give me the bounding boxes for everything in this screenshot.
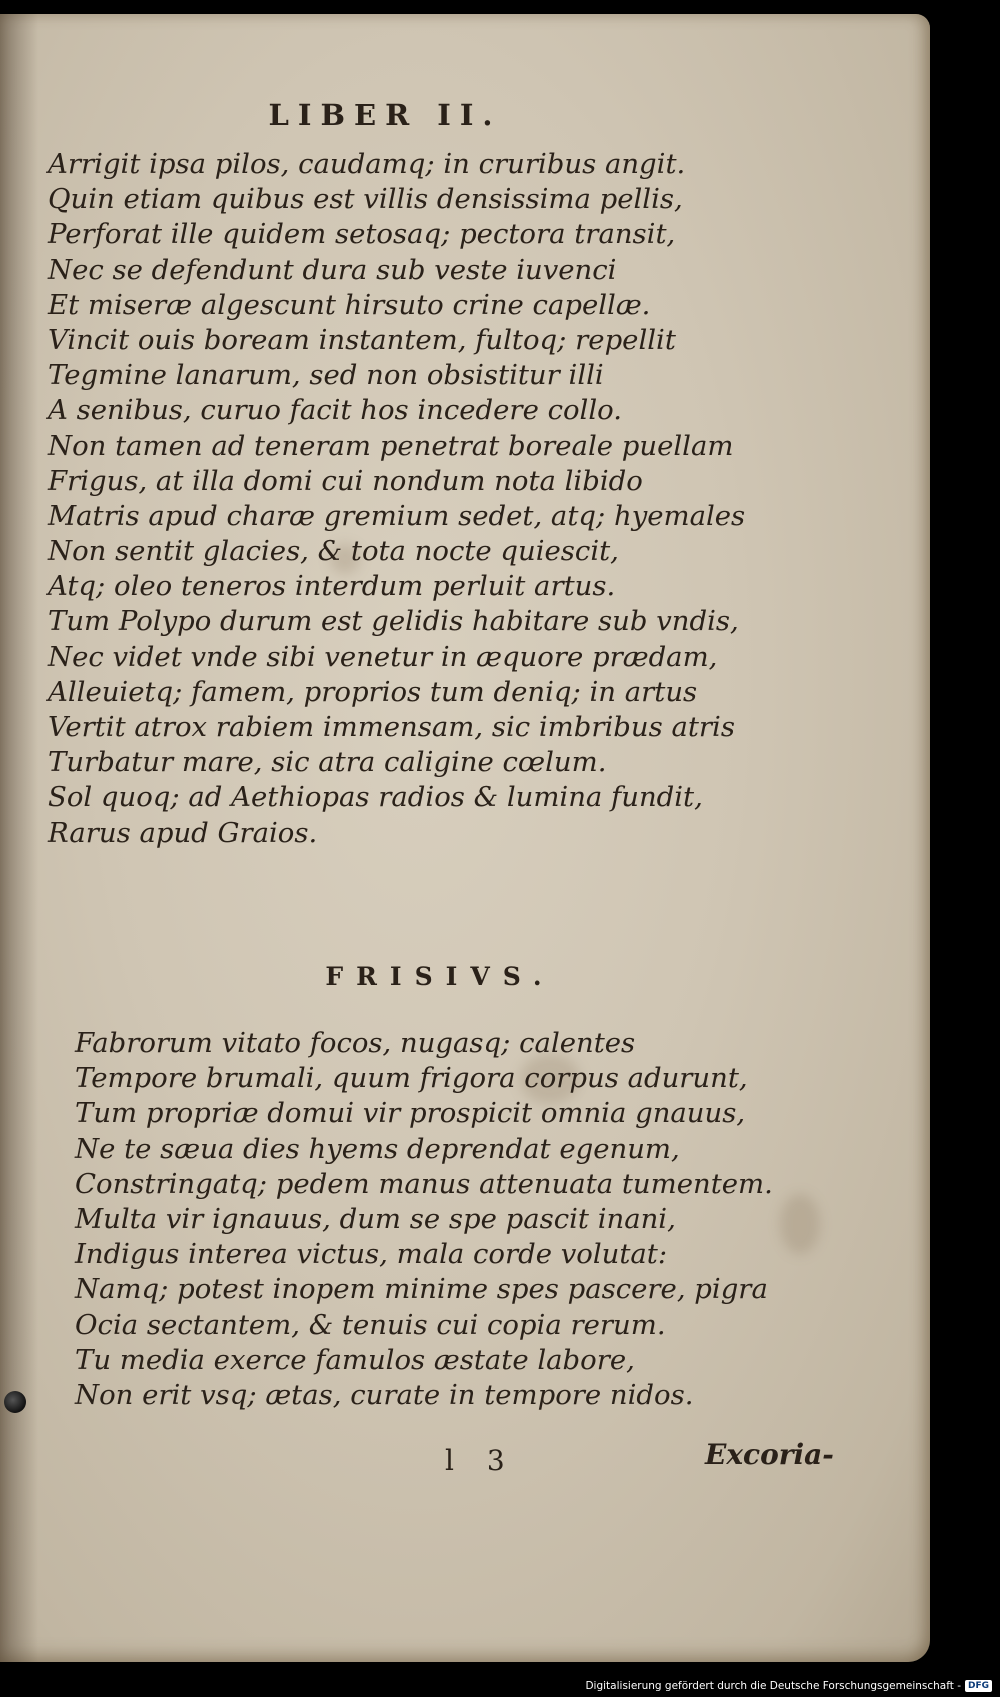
- verse-line: Quin etiam quibus est villis densissima pellis,: [48, 183, 683, 216]
- verse-block-frisius: [75, 1026, 835, 1413]
- verse-line: Indigus interea victus, mala corde volutat:: [75, 1238, 668, 1271]
- running-head: LIBER II.: [268, 98, 502, 132]
- verse-line: Tegmine lanarum, sed non obsistitur illi: [48, 359, 604, 392]
- verse-line: Sol quoq; ad Aethiopas radios & lumina fundit,: [48, 781, 703, 814]
- verse-line: Multa vir ignauus, dum se spe pascit inani,: [75, 1202, 676, 1235]
- dfg-logo-icon[interactable]: DFG: [965, 1680, 992, 1692]
- verse-line: Non tamen ad teneram penetrat boreale puellam: [48, 429, 734, 462]
- section-title: FRISIVS.: [325, 962, 555, 991]
- verse-line: Alleuietq; famem, proprios tum deniq; in artus: [48, 675, 698, 708]
- binding-hole-icon: [4, 1391, 26, 1413]
- verse-line: Ne te sæua dies hyems deprendat egenum,: [75, 1132, 680, 1165]
- verse-line: Frigus, at illa domi cui nondum nota libido: [48, 464, 643, 497]
- spine-shadow: [0, 14, 38, 1662]
- verse-line: Rarus apud Graios.: [48, 816, 318, 849]
- verse-line: Tum Polypo durum est gelidis habitare sub vndis,: [48, 605, 739, 638]
- verse-line: Et miseræ algescunt hirsuto crine capellæ.: [48, 288, 651, 321]
- verse-line: Constringatq; pedem manus attenuata tumentem.: [75, 1167, 773, 1200]
- verse-line: Atq; oleo teneros interdum perluit artus.: [48, 570, 616, 603]
- catchword: Excoria-: [705, 1438, 834, 1471]
- verse-line: Non erit vsq; ætas, curate in tempore nidos.: [75, 1378, 694, 1411]
- verse-line: Perforat ille quidem setosaq; pectora transit,: [48, 218, 676, 251]
- verse-line: Tu media exerce famulos æstate labore,: [75, 1343, 635, 1376]
- verse-line: Fabrorum vitato focos, nugasq; calentes: [75, 1027, 636, 1059]
- footer-bar: [0, 1667, 1000, 1697]
- verse-line: Nec se defendunt dura sub veste iuvenci: [48, 253, 617, 286]
- verse-block-liber-ii: [48, 147, 808, 851]
- verse-line: Tempore brumali, quum frigora corpus adurunt,: [75, 1062, 748, 1095]
- verse-line: Vincit ouis boream instantem, fultoq; repellit: [48, 323, 676, 356]
- book-page: [0, 14, 930, 1662]
- verse-line: Non sentit glacies, & tota nocte quiescit,: [48, 535, 619, 568]
- verse-line: Matris apud charæ gremium sedet, atq; hyemales: [48, 499, 746, 532]
- credit-text: Digitalisierung gefördert durch die Deutsche Forschungsgemeinschaft -: [585, 1680, 961, 1692]
- verse-line: Turbatur mare, sic atra caligine cœlum.: [48, 746, 607, 779]
- verse-line: Vertit atrox rabiem immensam, sic imbribus atris: [48, 711, 735, 743]
- verse-line: Arrigit ipsa pilos, caudamq; in cruribus angit.: [48, 148, 686, 180]
- verse-line: A senibus, curuo facit hos incedere collo.: [48, 394, 622, 427]
- verse-line: Namq; potest inopem minime spes pascere, pigra: [75, 1273, 768, 1306]
- signature-mark: l 3: [445, 1444, 517, 1477]
- verse-line: Tum propriæ domui vir prospicit omnia gnauus,: [75, 1097, 746, 1130]
- verse-line: Nec videt vnde sibi venetur in æquore prædam,: [48, 640, 718, 673]
- digitization-credit: [585, 1680, 992, 1692]
- verse-line: Ocia sectantem, & tenuis cui copia rerum.: [75, 1308, 666, 1341]
